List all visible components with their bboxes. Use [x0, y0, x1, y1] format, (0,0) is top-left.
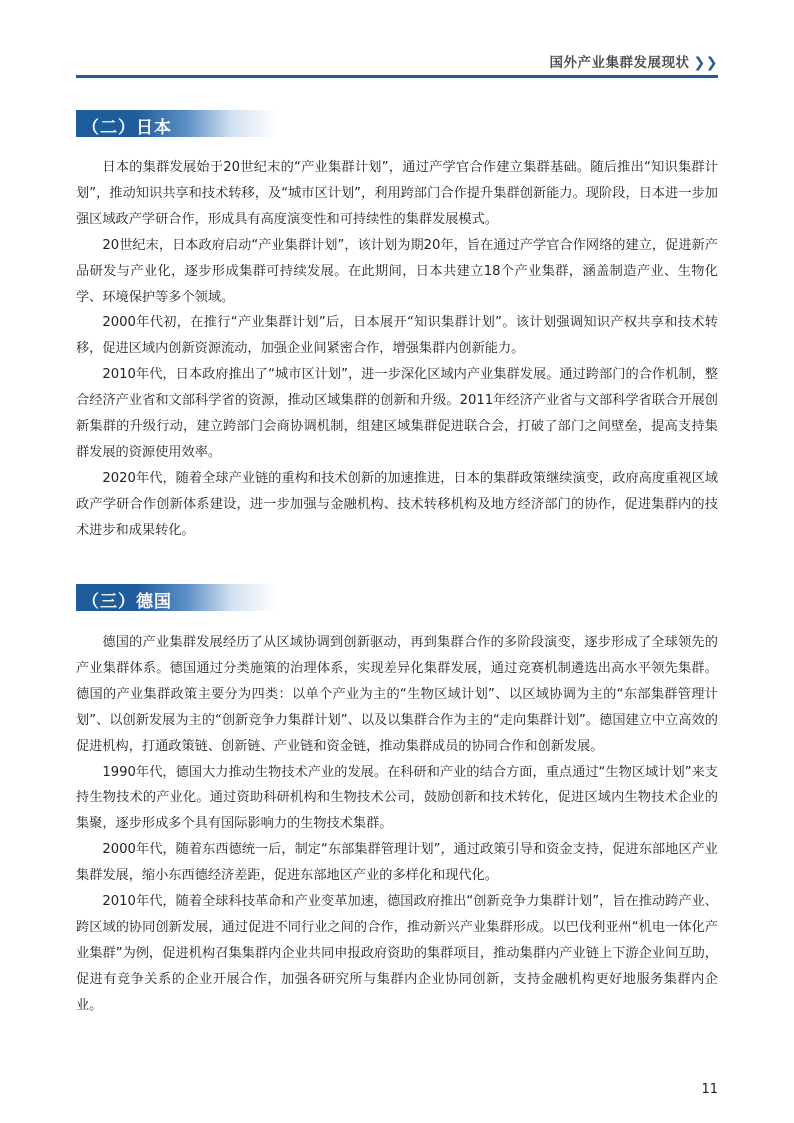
running-header-title: 国外产业集群发展现状	[549, 55, 690, 71]
section-heading-text: （二）日本	[82, 118, 172, 138]
page-number: 11	[701, 1082, 718, 1097]
section-heading-text: （三）德国	[82, 592, 172, 612]
double-chevron-icon: ❯❯	[693, 55, 718, 71]
header-divider	[76, 75, 718, 78]
paragraph: 20世纪末，日本政府启动“产业集群计划”，该计划为期20年，旨在通过产学官合作网络的建立，促进新产品研发与产业化，逐步形成集群可持续发展。在此期间，日本共建立18个产业集群，涵盖制造产业、生物化学、环境保护等多个领域。	[76, 237, 718, 305]
section-heading-japan	[76, 110, 276, 137]
paragraph: 德国的产业集群发展经历了从区域协调到创新驱动，再到集群合作的多阶段演变，逐步形成了全球领先的产业集群体系。德国通过分类施策的治理体系，实现差异化集群发展，通过竞赛机制遴选出高水平领先集群。德国的产业集群政策主要分为四类：以单个产业为主的“生物区域计划”、以区域协调为主的“东部集群管理计划”、以创新发展为主的“创新竞争力集群计划”、以及以集群合作为主的“走向集群计划”。德国建立中立高效的促进机构，打通政策链、创新链、产业链和资金链，推动集群成员的协同合作和创新发展。	[76, 635, 718, 754]
paragraph: 1990年代，德国大力推动生物技术产业的发展。在科研和产业的结合方面，重点通过“生物区域计划”来支持生物技术的产业化。通过资助科研机构和生物技术公司，鼓励创新和技术转化，促进区域内生物技术企业的集聚，逐步形成多个具有国际影响力的生物技术集群。	[76, 764, 718, 832]
paragraph: 2000年代初，在推行“产业集群计划”后，日本展开“知识集群计划”。该计划强调知识产权共享和技术转移，促进区域内创新资源流动，加强企业间紧密合作，增强集群内创新能力。	[76, 315, 718, 357]
section-body-japan	[76, 155, 718, 544]
section-body-germany	[76, 630, 718, 1019]
paragraph: 2000年代，随着东西德统一后，制定“东部集群管理计划”，通过政策引导和资金支持，促进东部地区产业集群发展，缩小东西德经济差距，促进东部地区产业的多样化和现代化。	[76, 842, 718, 884]
running-header	[550, 51, 718, 71]
paragraph: 日本的集群发展始于20世纪末的“产业集群计划”，通过产学官合作建立集群基础。随后推出“知识集群计划”，推动知识共享和技术转移，及“城市区计划”，利用跨部门合作提升集群创新能力。现阶段，日本进一步加强区域政产学研合作，形成具有高度演变性和可持续性的集群发展模式。	[76, 160, 718, 227]
section-heading-germany	[76, 584, 276, 611]
paragraph: 2010年代，随着全球科技革命和产业变革加速，德国政府推出“创新竞争力集群计划”，旨在推动跨产业、跨区域的协同创新发展，通过促进不同行业之间的合作，推动新兴产业集群形成。以巴伐利亚州“机电一体化产业集群”为例，促进机构召集集群内企业共同申报政府资助的集群项目，推动集群内产业链上下游企业间互助，促进有竞争关系的企业开展合作，加强各研究所与集群内企业协同创新，支持金融机构更好地服务集群内企业。	[76, 894, 718, 1013]
paragraph: 2020年代，随着全球产业链的重构和技术创新的加速推进，日本的集群政策继续演变，政府高度重视区域政产学研合作创新体系建设，进一步加强与金融机构、技术转移机构及地方经济部门的协作，促进集群内的技术进步和成果转化。	[76, 470, 718, 538]
paragraph: 2010年代，日本政府推出了“城市区计划”，进一步深化区域内产业集群发展。通过跨部门的合作机制，整合经济产业省和文部科学省的资源，推动区域集群的创新和升级。2011年经济产业省与文部科学省联合开展创新集群的升级行动，建立跨部门会商协调机制，组建区域集群促进联合会，打破了部门之间壁垒，提高支持集群发展的资源使用效率。	[76, 367, 718, 460]
